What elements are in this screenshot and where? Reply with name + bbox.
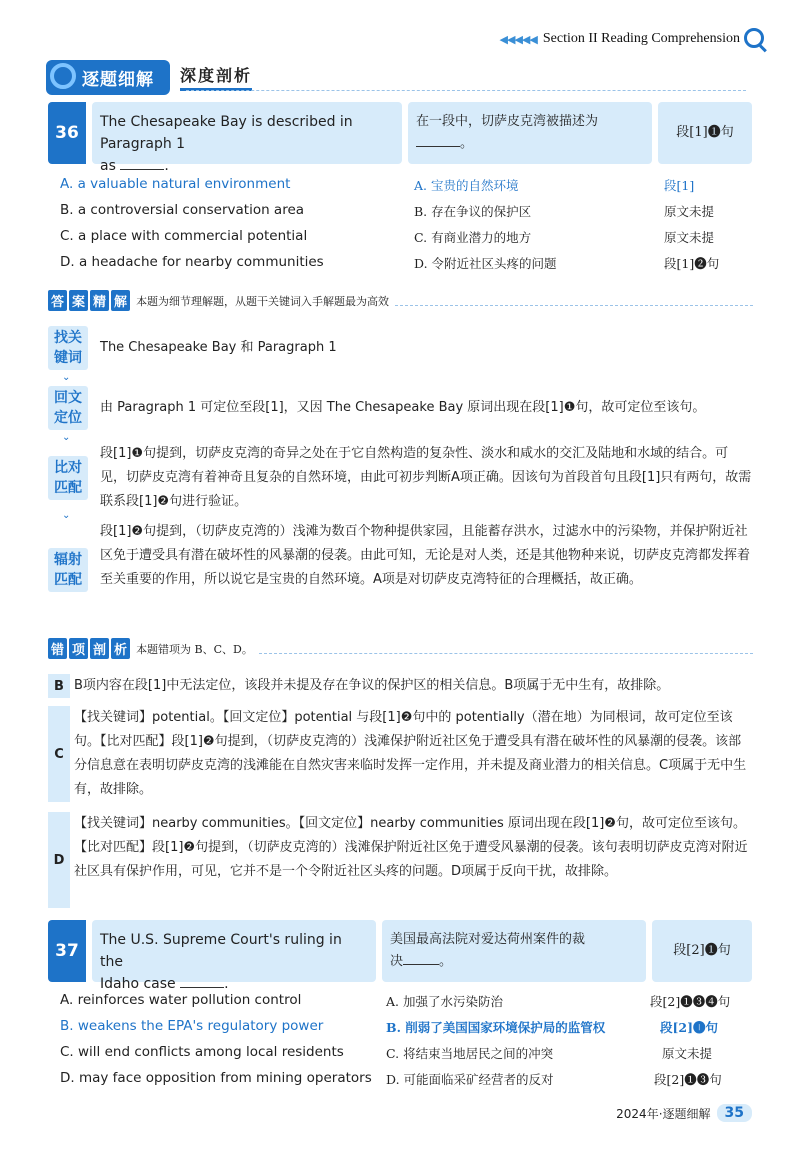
stem-line: The Chesapeake Bay is described in Paragraph 1: [100, 114, 353, 152]
tag-char: 错: [48, 638, 67, 659]
question-reference: 段[1]❶句: [658, 102, 752, 164]
brand-q-icon: [50, 63, 76, 89]
question-number: 37: [48, 920, 86, 982]
step-label: [48, 456, 88, 500]
option-cn: A. 加强了水污染防治: [386, 994, 503, 1009]
label-line: 匹配: [54, 480, 82, 496]
wrong-analysis-header: [48, 638, 753, 659]
option-c: [60, 1044, 750, 1066]
step-text: The Chesapeake Bay 和 Paragraph 1: [100, 340, 337, 355]
answer-tag: [48, 290, 130, 311]
label-line: 回文: [54, 390, 82, 406]
question-stem-cn: 美国最高法院对爱达荷州案件的裁 决 。: [382, 920, 646, 982]
option-cn: D. 令附近社区头疼的问题: [414, 256, 557, 271]
stem-line: 在一段中，切萨皮克湾被描述为: [416, 114, 599, 129]
divider: [395, 305, 753, 306]
tag-char: 解: [111, 290, 130, 311]
option-en: A. a valuable natural environment: [60, 176, 291, 192]
label-line: 比对: [54, 460, 82, 476]
option-cn: B. 削弱了美国国家环境保护局的监管权: [386, 1020, 606, 1035]
question-stem-cn: 在一段中，切萨皮克湾被描述为 。: [408, 102, 652, 164]
step-radiate: [48, 520, 753, 620]
answer-note: 本题为细节理解题，从题干关键词入手解题最为高效: [136, 294, 390, 308]
step-compare: [48, 442, 753, 514]
brand-pill: [46, 60, 170, 95]
option-b: [60, 1018, 750, 1040]
option-en: C. a place with commercial potential: [60, 228, 308, 244]
brand-banner: [46, 60, 252, 94]
question-stem-en: The U.S. Supreme Court's ruling in the Idaho case .: [92, 920, 376, 982]
label-line: 找关: [54, 330, 82, 346]
question-stem-en: The Chesapeake Bay is described in Paragraph 1 as .: [92, 102, 402, 164]
wrong-letter: D: [48, 812, 70, 908]
option-ref: 段[2]❶句: [660, 1020, 719, 1035]
label-line: 匹配: [54, 572, 82, 588]
wrong-option-c: [48, 706, 753, 806]
divider: [186, 90, 746, 91]
step-text: 段[1]❷句提到，（切萨皮克湾的）浅滩为数百个物种提供家园，且能蓄存洪水，过滤水中的污染物，并保护附近社区免于遭受具有潜在破坏性的风暴潮的侵袭。由此可知，无论是对人类，还是其他物种来说，切萨皮克湾都发挥着至关重要的作用，所以说它是宝贵的自然环境。A项是对切萨皮克湾特征的合理概括，故正确。: [100, 524, 751, 587]
wrong-note: 本题错项为 B、C、D。: [136, 642, 253, 656]
step-label: [48, 386, 88, 430]
option-en: A. reinforces water pollution control: [60, 992, 302, 1008]
option-en: D. a headache for nearby communities: [60, 254, 324, 270]
step-text: 段[1]❶句提到，切萨皮克湾的奇异之处在于它自然构造的复杂性、淡水和咸水的交汇及陆地和水域的结合。可见，切萨皮克湾有着神奇且复杂的自然环境，由此可初步判断A项正确。因该句为首段首句且段[1]只有两句，故需联系段[1]❷句进行验证。: [100, 446, 752, 509]
wrong-letter: C: [48, 706, 70, 802]
option-ref: 原文未提: [664, 204, 715, 219]
divider: [259, 653, 753, 654]
question-number: 36: [48, 102, 86, 164]
stem-line: 决: [390, 954, 404, 969]
page-header: [0, 0, 800, 100]
tag-char: 精: [90, 290, 109, 311]
option-a: [60, 992, 750, 1014]
option-cn: C. 有商业潜力的地方: [414, 230, 532, 245]
option-en: D. may face opposition from mining operators: [60, 1070, 372, 1086]
chevron-down-icon: ⌄: [62, 432, 71, 443]
option-b: [60, 202, 750, 224]
wrong-tag: [48, 638, 130, 659]
label-line: 键词: [54, 350, 82, 366]
option-en: C. will end conflicts among local residents: [60, 1044, 344, 1060]
wrong-letter: B: [48, 674, 70, 698]
blank: [403, 964, 439, 965]
wrong-option-d: [48, 812, 753, 912]
step-label: [48, 548, 88, 592]
stem-line: 美国最高法院对爱达荷州案件的裁: [390, 932, 586, 947]
page-footer: [616, 1104, 752, 1122]
option-ref: 段[1]: [664, 178, 695, 193]
blank: [120, 169, 164, 170]
option-ref: 段[2]❶❸句: [654, 1072, 722, 1087]
stem-line: Idaho case: [100, 976, 176, 992]
brand-title: 逐题细解: [82, 69, 154, 90]
footer-label: 2024年·逐题细解: [616, 1106, 711, 1121]
label-line: 辐射: [54, 552, 82, 568]
tag-char: 答: [48, 290, 67, 311]
tag-char: 析: [111, 638, 130, 659]
tag-char: 剖: [90, 638, 109, 659]
option-ref: 段[2]❶❸❹句: [650, 994, 731, 1009]
wrong-text: 【找关键词】nearby communities。【回文定位】nearby communities 原词出现在段[1]❷句，故可定位至该句。【比对匹配】段[1]❷句提到，（切萨皮克湾的）浅滩保护附近社区免于遭受风暴潮的侵袭。该句表明切萨皮克湾对附近社区具有保护作用，可见，它并不是一个令附近社区头疼的问题。D项属于反向干扰，故排除。: [74, 816, 748, 879]
step-label: [48, 326, 88, 370]
option-c: [60, 228, 750, 250]
answer-analysis-header: [48, 290, 753, 311]
step-text: 由 Paragraph 1 可定位至段[1]，又因 The Chesapeake Bay 原词出现在段[1]❶句，故可定位至该句。: [100, 400, 706, 415]
option-cn: B. 存在争议的保护区: [414, 204, 532, 219]
option-cn: D. 可能面临采矿经营者的反对: [386, 1072, 554, 1087]
step-locate: [48, 386, 753, 434]
section-label: [500, 31, 740, 47]
wrong-option-b: [48, 674, 753, 700]
wrong-text: 【找关键词】potential。【回文定位】potential 与段[1]❷句中的 potentially（潜在地）为同根词，故可定位至该句。【比对匹配】段[1]❷句提到，（切萨皮克湾的）浅滩保护附近社区免于遭受具有潜在破坏性的风暴潮的侵袭。该部分信息意在表明切萨皮克湾的浅滩能在自然灾害来临时发挥一定作用，并未提及商业潜力的相关信息。C项属于无中生有，故排除。: [74, 710, 747, 797]
option-cn: C. 将结束当地居民之间的冲突: [386, 1046, 554, 1061]
question-37: [48, 920, 753, 992]
wrong-text: B项内容在段[1]中无法定位，该段并未提及存在争议的保护区的相关信息。B项属于无中生有，故排除。: [74, 678, 670, 693]
page-number: 35: [717, 1104, 752, 1122]
stem-line: The U.S. Supreme Court's ruling in the: [100, 932, 342, 970]
option-ref: 段[1]❷句: [664, 256, 720, 271]
option-cn: A. 宝贵的自然环境: [414, 178, 519, 193]
blank: [416, 146, 460, 147]
option-d: [60, 254, 750, 276]
stem-line: as: [100, 158, 116, 174]
question-36: [48, 102, 753, 174]
search-logo-icon: [744, 28, 764, 48]
option-en: B. weakens the EPA's regulatory power: [60, 1018, 324, 1034]
brand-subtitle: 深度剖析: [180, 63, 252, 91]
blank: [180, 987, 224, 988]
option-ref: 原文未提: [662, 1046, 713, 1061]
chevron-down-icon: ⌄: [62, 510, 71, 521]
option-ref: 原文未提: [664, 230, 715, 245]
section-title: Section II Reading Comprehension: [542, 31, 740, 46]
arrows-icon: ◀◀◀◀◀: [499, 33, 537, 46]
chevron-down-icon: ⌄: [62, 372, 71, 383]
option-d: [60, 1070, 750, 1092]
question-reference: 段[2]❶句: [652, 920, 752, 982]
option-a: [60, 176, 750, 198]
label-line: 定位: [54, 410, 82, 426]
option-en: B. a controversial conservation area: [60, 202, 305, 218]
tag-char: 项: [69, 638, 88, 659]
step-keyword: [48, 326, 753, 374]
tag-char: 案: [69, 290, 88, 311]
